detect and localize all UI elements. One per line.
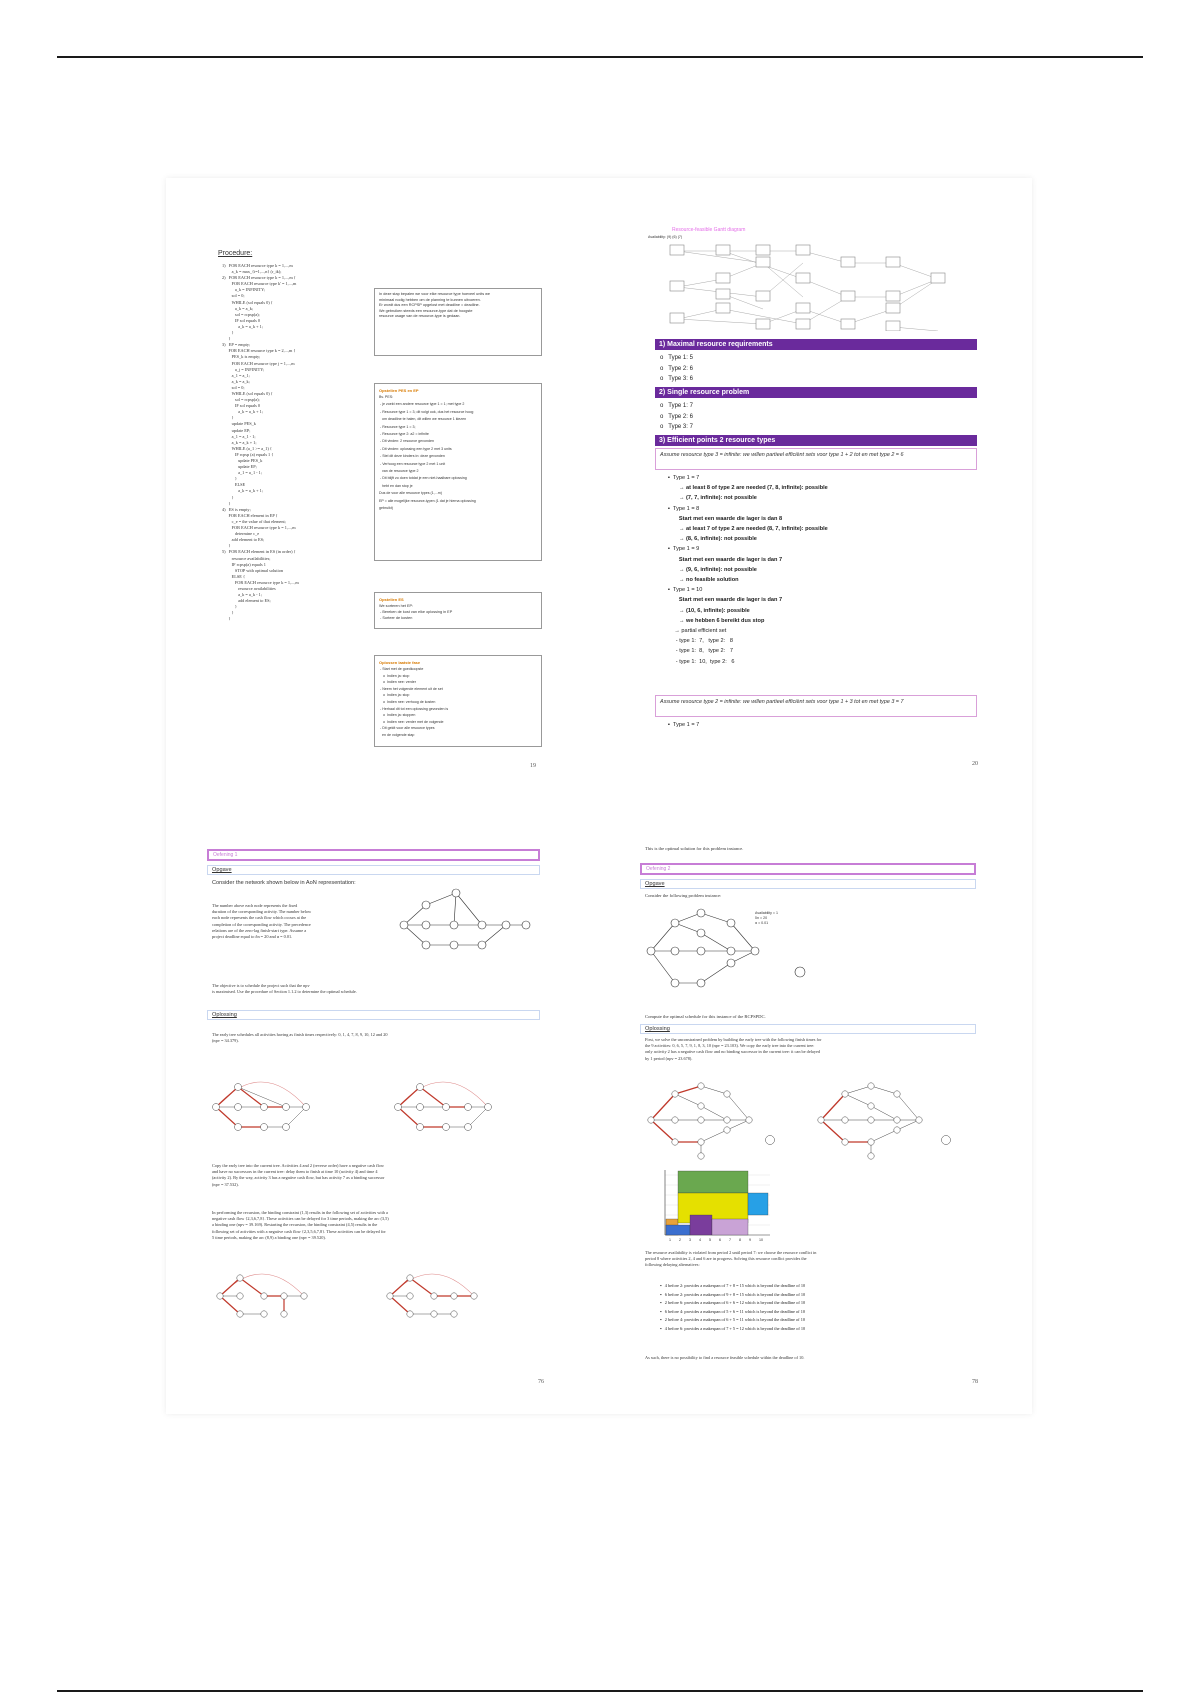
procedure-line: IF sol equals 0 (222, 403, 261, 409)
procedure-line: add element to ES; (222, 598, 271, 604)
opgave-2-label: Opgave (645, 881, 665, 887)
bottom-rule (57, 1690, 1143, 1692)
availability-label: Availability: (9) (6) (7) (648, 235, 683, 239)
note-line: We sorteren het EP: (379, 604, 414, 608)
delaying-alternative: ▪ 6 before 2: provides a makespan of 9 + 8 = 15 which is beyond the deadline of 10 (660, 1291, 806, 1297)
exercise-1-header-box (207, 849, 540, 861)
network-header: Resource-feasible Gantt diagram (672, 227, 746, 233)
assume-a-item: → we hebben 6 bereikt dus stop (668, 617, 765, 624)
oplossing-1-box (207, 1010, 540, 1020)
gantt-x-label: 8 (739, 1238, 741, 1242)
note-line: - Neem het volgende element uit de set (379, 686, 443, 691)
procedure-line: 5) FOR EACH element in ES (in order) { (222, 549, 296, 555)
exercise-2-paragraph-2 (645, 1250, 816, 1269)
procedure-line: FOR EACH resource type j = 1,...,m (222, 360, 295, 366)
resource-node-icon-a (763, 1133, 777, 1147)
procedure-line: FOR EACH resource type k = 1,...,m (222, 525, 296, 531)
procedure-line: IF rcpsp(a) equals 1 (222, 561, 266, 567)
gantt-x-label: 3 (689, 1238, 691, 1242)
note-line: Bv. PES: (379, 395, 394, 399)
gantt-x-label: 1 (669, 1238, 671, 1242)
procedure-line: a_k = a_k; (222, 378, 250, 384)
procedure-line: ELSE (222, 482, 246, 488)
section-1-header: 1) Maximal resource requirements (655, 339, 977, 350)
top-rule (57, 56, 1143, 58)
page-number-76: 76 (538, 1379, 544, 1385)
paragraph-line: The resource availability is violated from period 2 until period 7: we choose the resource conflict in (645, 1250, 817, 1255)
gantt-x-label: 4 (699, 1238, 701, 1242)
exercise-1-paragraph-3 (212, 1032, 388, 1044)
procedure-line: } (222, 604, 237, 610)
assume-a-item: → no feasible solution (668, 577, 739, 584)
assume-a-text: Assume resource type 3 = infinite: we willen partieel efficiënt sets voor type 1 + 2 tot en met type 2 = 6 (660, 452, 904, 458)
precedence-network-diagram (648, 239, 978, 331)
procedure-line: update EP; (222, 427, 251, 433)
note-line: In deze stap bepalen we voor elke resource type hoeveel units we (379, 292, 491, 296)
note-line: resource usage van de resource-type is gedaan. (379, 314, 461, 319)
procedure-line: sol = 0; (222, 384, 245, 390)
resource-profile-chart (645, 1165, 775, 1245)
paragraph-line: project deadline equal to δn = 20 and α = 0.01. (212, 934, 293, 940)
note-line: o Indien nee: verder met de volgende (379, 719, 444, 724)
procedure-line: } (222, 610, 234, 616)
page-exercise-1 (166, 835, 596, 1395)
gantt-x-label: 9 (749, 1238, 751, 1242)
procedure-line: STOP with optimal solution (222, 567, 283, 573)
note-line: Er wordt dus een RCPSP opgelost met deadline = deadline. (379, 303, 480, 308)
procedure-line: FOR EACH resource type k' = 1,...,m (222, 281, 297, 287)
note-line: gebruikt) (379, 506, 393, 511)
procedure-line: 3) EP = empty; (222, 342, 251, 348)
note-line: en de volgende stap (379, 732, 415, 737)
delaying-alternative: ▪ 6 before 4: provides a makespan of 5 + 6 = 11 which is beyond the deadline of 10 (660, 1308, 805, 1314)
note-line: o Indien nee: verder (379, 680, 416, 685)
procedure-line: 2) FOR EACH resource type k = 1,...,m { (222, 275, 296, 281)
note-line: Availability = 1 (755, 911, 779, 915)
note-1-text (379, 292, 490, 320)
exercise-2-header-box (640, 863, 976, 875)
note-line: van de resource type 2 (379, 469, 419, 474)
delaying-alternative: ▪ 2 before 4: provides a makespan of 6 + 5 = 11 which is beyond the deadline of 10 (660, 1317, 805, 1322)
procedure-line: a_k = a_k + 1; (222, 439, 257, 445)
procedure-line: a_1 = a_1 - 1; (222, 470, 263, 476)
section-1-list (660, 353, 693, 385)
procedure-line: a_k = max_{i=1,...,n} (r_ik); (222, 269, 282, 275)
page-exercise-2 (600, 835, 1032, 1395)
paragraph-line: Copy the early tree into the current tree. Activities 4 and 2 (reverse order) have a negative cash flow (212, 1163, 384, 1168)
exercise-2-network-note (755, 911, 778, 926)
paragraph-line: duration of the corresponding activity. The number below (212, 909, 312, 915)
assume-a-item: → (8, 6, infinite): not possible (668, 536, 757, 543)
section-2-header: 2) Single resource problem (655, 387, 977, 398)
note-line: o Indien ja: stop (379, 673, 410, 678)
procedure-line: sol = rcpsp(a); (222, 397, 260, 403)
paragraph-line: by 1 period (npv = 23.678). (645, 1055, 693, 1061)
paragraph-line: (npv = 34.379). (212, 1038, 239, 1044)
procedure-line: } (222, 415, 234, 421)
assume-a-item: ▪ Type 1 = 7 (668, 475, 700, 481)
page-number-19: 19 (530, 763, 536, 769)
note-line: - Dit blijft zo doen totdat je een niet-haalbare oplossing (379, 476, 467, 481)
procedure-line: resource availabilities (222, 585, 276, 591)
page-number-20: 20 (972, 761, 978, 767)
exercise-1-paragraph-2 (212, 983, 357, 995)
early-tree-network-b (388, 1067, 498, 1147)
delaying-alternative: ▪ 4 before 2: provides a makespan of 7 + 8 = 15 which is beyond the deadline of 10 (660, 1283, 806, 1288)
section-2-item: o Type 2: 6 (660, 413, 693, 420)
assume-a-item: Start met een waarde die lager is dan 7 (668, 556, 783, 563)
delaying-alternative: ▪ 2 before 6: provides a makespan of 6 + 6 = 12 which is beyond the deadline of 10 (660, 1300, 806, 1305)
gantt-x-label: 7 (729, 1238, 731, 1242)
procedure-line: a_1 = a_1; (222, 372, 250, 378)
note-line: - Dit vinden: 2 resource gevonden (379, 439, 434, 444)
assume-a-item: ▪ Type 1 = 9 (668, 546, 700, 553)
note-3-text (379, 603, 452, 621)
gantt-x-label: 5 (709, 1238, 711, 1242)
assume-a-item: - type 1: 7, type 2: 8 (668, 638, 733, 645)
exercise-2-intro: Consider the following problem instance: (645, 893, 722, 898)
note-line: We gebruiken steeds een resource-type dat de hoogste (379, 308, 473, 313)
exercise-2-conclusion: As such, there is no possibility to find a resource feasible schedule within the deadline of 10. (645, 1355, 805, 1360)
gantt-block-5 (748, 1193, 768, 1215)
procedure-line: } (222, 543, 231, 549)
note-4-text (379, 666, 448, 739)
paragraph-line: The number above each node represents the fixed (212, 903, 298, 908)
assume-a-item: → (10, 6, infinite): possible (668, 607, 750, 614)
unconstrained-network-b (815, 1080, 925, 1160)
procedure-line: 4) ES is empty; (222, 506, 251, 512)
assume-a-item: Start met een waarde die lager is dan 8 (668, 515, 783, 522)
assume-a-item: - type 1: 8, type 2: 7 (668, 648, 733, 655)
assume-a-item: Start met een waarde die lager is dan 7 (668, 597, 783, 604)
paragraph-line: (npv = 37.532). (212, 1181, 239, 1187)
section-1-item: o Type 1: 5 (660, 355, 693, 361)
oplossing-1-label: Oplossing (212, 1012, 237, 1018)
paragraph-line: negative cash flow {2,3,6,7,8}. These activities can be delayed for 3 time periods, making the arc (3,5) (212, 1216, 389, 1222)
delaying-alternatives-list (660, 1282, 805, 1333)
exercise-1-paragraph-1 (212, 903, 311, 940)
note-box-4 (374, 655, 542, 747)
delaying-alternative: ▪ 4 before 6: provides a makespan of 7 + 5 = 12 which is beyond the deadline of 10 (660, 1325, 806, 1331)
unconstrained-network-a (645, 1080, 755, 1160)
assume-b-text: Assume resource type 2 = infinite: we willen partieel efficiënt sets voor type 1 + 3 tot en met type 3 = 7 (660, 699, 904, 705)
note-line: - Dit geldt voor alle resource types (379, 726, 435, 731)
paragraph-line: following set of activities with a negative cash flow {2,3,5,6,7,8}. These activities can be delayed for (212, 1228, 386, 1234)
procedure-line: determine c_e (222, 531, 260, 537)
oplossing-2-box (640, 1024, 976, 1034)
paragraph-line: The objective is to schedule the project such that the npv (212, 983, 310, 988)
assume-b-list (668, 720, 699, 730)
resource-node-icon-b (939, 1133, 953, 1147)
procedure-line: a_k = a_k + 1; (222, 488, 264, 494)
note-line: - Resource type 2: a2 = infinite (379, 432, 429, 437)
paragraph-line: only activity 2 has a negative cash flow and no binding successor in the current tree: it can be delayed (645, 1049, 821, 1055)
section-1-item: o Type 3: 6 (660, 376, 693, 382)
compute-instruction: Compute the optimal schedule for this instance of the RCPSPDC. (645, 1014, 766, 1019)
procedure-line: resource availabilities; (222, 555, 271, 561)
section-2-list (660, 401, 693, 433)
assume-a-item: ▪ Type 1 = 8 (668, 505, 700, 512)
note-line: minimaal nodig hebben om de planning te kunnen uitvoeren. (379, 297, 481, 302)
note-line: EP = alle mogelijke resource-typen (1 dat je hierna oplossing (379, 498, 476, 503)
gantt-block-2 (666, 1225, 690, 1235)
section-3-header: 3) Efficient points 2 resource types (655, 435, 977, 446)
early-tree-network-a (206, 1067, 316, 1147)
procedure-line: a_k = a_k - 1; (222, 592, 263, 598)
procedure-line: } (222, 330, 234, 336)
procedure-line: } (222, 336, 231, 342)
note-line: o Indien ja: stoppen (379, 713, 416, 718)
note-line: hebt en dan stop je (379, 483, 413, 488)
exercise-2-paragraph-1 (645, 1037, 822, 1062)
note-line: - Resource type 1 = 3; dit volgt ook, dus het resource hoog (379, 409, 474, 414)
opgave-1-box (207, 865, 540, 875)
exercise-1-paragraph-4 (212, 1163, 384, 1188)
gantt-block-7 (712, 1219, 748, 1235)
note-line: - je zoekt een andere resource type 1 = 1; met type 2 (379, 402, 465, 407)
assume-a-item: → partial efficient set (668, 628, 727, 635)
note-box-1 (374, 288, 542, 356)
procedure-line: a_j = INFINITY; (222, 366, 265, 372)
procedure-line: a_k = a_k + 1; (222, 323, 264, 329)
paragraph-line: 5 time periods, making the arc (8,9) a binding one (npv = 39.520). (212, 1234, 326, 1240)
paragraph-line: (activity 2). By the way, activity 3 has a negative cash flow, but has activity 7 as a binding successor (212, 1175, 385, 1181)
note-line: - Start met de goedkoopste (379, 667, 424, 671)
note-line: om deadline te halen, dit willen we resource 1 kiezen (379, 417, 467, 422)
procedure-line: a_1 = a_1 - 1; (222, 433, 256, 439)
page-number-78: 78 (972, 1379, 978, 1385)
procedure-line: IF rcpsp (a) equals 1 { (222, 451, 274, 457)
procedure-line: update EP; (222, 464, 257, 470)
procedure-line: FOR EACH element in EP { (222, 512, 278, 518)
note-2-text (379, 394, 476, 513)
gantt-x-label: 10 (759, 1238, 763, 1242)
procedure-line: add element to ES; (222, 537, 265, 543)
note-4-title: Oplossen laatste fase (379, 660, 421, 665)
gantt-block-3 (678, 1171, 748, 1193)
note-line: o Indien ja: stop (379, 693, 410, 698)
procedure-line: IF sol equals 0 (222, 317, 261, 323)
procedure-line: 1) FOR EACH resource type k = 1,...,m (222, 263, 293, 268)
assume-a-item: → at least 8 of type 2 are needed (7, 8, infinite): possible (668, 485, 828, 492)
note-3-title: Opstellen ES (379, 597, 404, 602)
note-line: o Indien nee: verhoog de kosten (379, 699, 436, 704)
exercise-1-paragraph-5 (212, 1210, 389, 1241)
exercise-1-intro: Consider the network shown below in AoN representation: (212, 880, 356, 886)
oplossing-2-label: Oplossing (645, 1026, 670, 1032)
paragraph-line: following delaying alternatives: (645, 1262, 700, 1268)
note-line: - Sorteer de kosten (379, 616, 413, 620)
paragraph-line: each node represents the cash flow which occurs at the (212, 915, 307, 921)
gantt-block-4 (678, 1193, 748, 1223)
paragraph-line: the 9 activities: 0, 6, 5, 7, 9, 1, 8, 3, 10 (npv = 23.103). We copy the early tree into the current tree: (645, 1043, 815, 1049)
assume-a-item: → (9, 6, infinite): not possible (668, 566, 757, 573)
paragraph-line: First, we solve the unconstrained problem by building the early tree with the following finish times for (645, 1037, 822, 1042)
optimal-solution-line: This is the optimal solution for this problem instance. (645, 846, 744, 851)
paragraph-line: In performing the recursion, the binding constraint (1,3) results in the following set of activities with a (212, 1210, 388, 1215)
exercise-2-header: Oefening 2 (646, 866, 671, 872)
recursion-network-a (212, 1260, 312, 1325)
procedure-line: } (222, 616, 231, 622)
note-line: - Stel dit deze kinders in: deze gevonden (379, 454, 445, 459)
note-line: - Dit vinden: oplossing een type 2 met 3 units (379, 446, 452, 451)
assume-a-item: - type 1: 10, type 2: 6 (668, 658, 735, 665)
gantt-block-6 (690, 1215, 712, 1235)
section-2-item: o Type 3: 7 (660, 424, 693, 430)
gantt-x-label: 2 (679, 1238, 681, 1242)
note-line: Dus de voor alle resource types (1,...m) (379, 491, 442, 496)
paragraph-line: relations are of the zero-lag finish-start type. Assume a (212, 927, 307, 933)
procedure-line: sol = 0; (222, 293, 245, 299)
paragraph-line: period 8 where activities 2, 4 and 6 are in progress. Solving this resource conflict provides the (645, 1256, 807, 1262)
note-line: - Herhaal dit tot een oplossing gevonden is (379, 706, 449, 711)
section-2-item: o Type 1: 7 (660, 403, 693, 409)
procedure-line: PES_k is empty; (222, 354, 261, 360)
assume-a-item: → at least 7 of type 2 are needed (8, 7, infinite): possible (668, 526, 828, 533)
procedure-line: WHILE (a_1 >= a_1) { (222, 445, 272, 451)
procedure-line: } (222, 500, 231, 506)
page-efficient-points (600, 205, 1032, 775)
assume-a-list (668, 473, 828, 667)
procedure-line: FOR EACH resource type k = 2,...,m { (222, 348, 296, 354)
procedure-line: a_k = a_k + 1; (222, 409, 264, 415)
note-line: - Verhoog een resource type 2 met 1 unit (379, 461, 446, 466)
paragraph-line: The early tree schedules all activities having as finish times respectively: 0, 1, 4, 7, 8, 9, 10, 12 and 20 (212, 1032, 388, 1037)
procedure-line: FOR EACH resource type k = 1,...,m (222, 579, 299, 585)
paragraph-line: completion of the corresponding activity. The precedence (212, 921, 311, 927)
procedure-line: } (222, 476, 237, 482)
recursion-network-b (382, 1260, 482, 1325)
procedure-code (222, 263, 299, 623)
section-1-item: o Type 2: 6 (660, 365, 693, 372)
assume-a-item: → (7, 7, infinite): not possible (668, 495, 757, 502)
gantt-x-label: 6 (719, 1238, 721, 1242)
procedure-line: sol = rcpsp(a); (222, 311, 260, 317)
note-box-3 (374, 592, 542, 629)
assume-b-item: ▪ Type 1 = 7 (668, 722, 700, 728)
resource-node-icon (793, 965, 807, 985)
note-box-2 (374, 383, 542, 561)
opgave-1-label: Opgave (212, 867, 232, 873)
paragraph-line: and have no successors in the current tree: delay them to finish at time 10 (activity 4) and time 4 (212, 1169, 378, 1175)
procedure-line: WHILE (sol equals 0) { (222, 299, 273, 305)
exercise-1-network (396, 885, 536, 965)
page-procedure (166, 205, 596, 775)
note-line: - Resource type 1 = 3; (379, 424, 416, 429)
note-line: - Bereken de kost van elke oplossing in EP (379, 610, 453, 614)
opgave-2-box (640, 879, 976, 889)
procedure-line: a_k = a_k; (222, 305, 254, 311)
paragraph-line: a binding one (npv = 39.169). Restarting the recursion, the binding constraint (4,5) results in the (212, 1222, 378, 1228)
note-line: α = 0.01 (755, 921, 769, 925)
procedure-line: update PES_k (222, 421, 256, 427)
procedure-line: WHILE (sol equals 0) { (222, 390, 273, 396)
procedure-line: update PES_k (222, 458, 263, 463)
procedure-title: Procedure: (218, 250, 253, 257)
procedure-line: c_e = the value of that element; (222, 518, 286, 524)
note-line: δn = 20 (755, 916, 768, 920)
note-2-title: Opstellen PES en EP (379, 388, 419, 393)
exercise-1-header: Oefening 1 (213, 852, 238, 858)
procedure-line: a_k = INFINITY; (222, 287, 266, 293)
paragraph-line: is maximised. Use the procedure of Section 1.1.2 to determine the optimal schedule. (212, 989, 357, 995)
assume-a-item: ▪ Type 1 = 10 (668, 587, 703, 594)
procedure-line: } (222, 494, 234, 500)
procedure-line: ELSE { (222, 573, 246, 579)
